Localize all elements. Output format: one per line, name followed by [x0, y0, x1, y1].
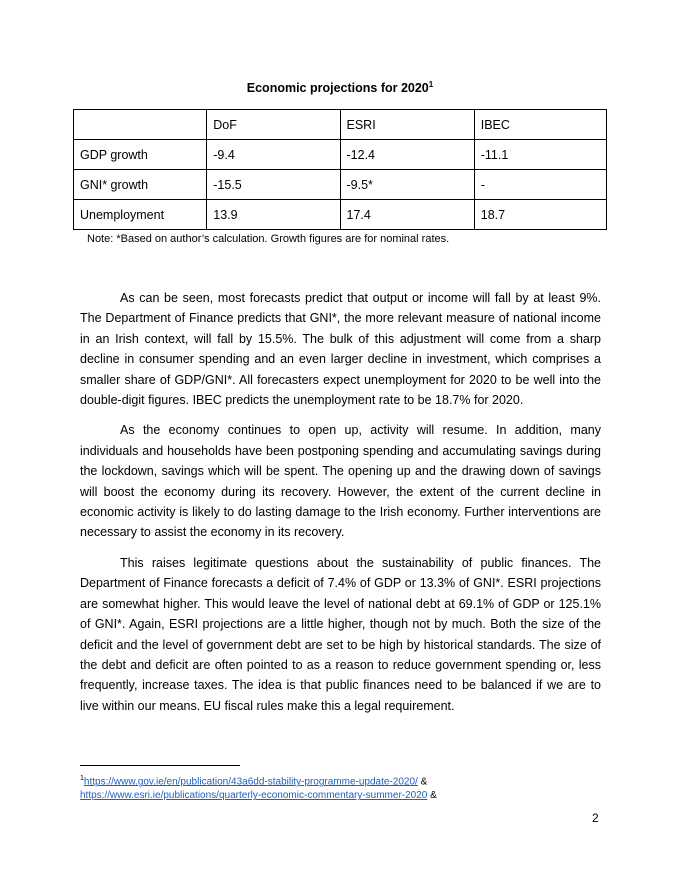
- table-cell: 17.4: [340, 200, 474, 230]
- table-cell: -12.4: [340, 140, 474, 170]
- table-title: [0, 80, 680, 95]
- table-note: Note: *Based on author’s calculation. Growth figures are for nominal rates.: [87, 233, 450, 245]
- table-cell: 18.7: [474, 200, 606, 230]
- table-cell: -9.4: [207, 140, 340, 170]
- paragraph: As the economy continues to open up, activity will resume. In addition, many individuals and households have been postponing spending and accumulating savings during the lockdown, savings which will be spent. The opening up and the drawing down of savings will boost the economy during its recovery. However, the extent of the current decline in economic activity is likely to do lasting damage to the Irish economy. Further interventions are necessary to assist the economy in its recovery.: [80, 423, 601, 540]
- footnote-separator: [80, 765, 240, 766]
- table-cell: -9.5*: [340, 170, 474, 200]
- table-row: [74, 200, 607, 230]
- footnote: [80, 772, 610, 803]
- footnote-line-1: [80, 772, 610, 789]
- table-cell: -: [474, 170, 606, 200]
- row-label: GDP growth: [74, 140, 207, 170]
- header-cell-esri: ESRI: [340, 110, 474, 140]
- paragraph: This raises legitimate questions about the sustainability of public finances. The Department of Finance forecasts a deficit of 7.4% of GDP or 13.3% of GNI*. ESRI projections are somewhat higher. This would leave the level of national debt at 69.1% of GDP or 125.1% of GNI*. Again, ESRI projections are a little higher, though not by much. Both the size of the deficit and the level of government debt are set to be high by historical standards. The size of the debt and deficit are often pointed to as a reason to reduce government spending or, less frequently, increase taxes. The idea is that public finances need to be balanced if we are to live within our means. EU fiscal rules make this a legal requirement.: [80, 555, 601, 713]
- projections-table: [73, 109, 607, 230]
- row-label: GNI* growth: [74, 170, 207, 200]
- footnote-separator-text: &: [427, 790, 437, 802]
- table-cell: -11.1: [474, 140, 606, 170]
- table-title-text: Economic projections for 2020: [246, 81, 429, 96]
- paragraph: As can be seen, most forecasts predict that output or income will fall by at least 9%. The Department of Finance predicts that GNI*, the more relevant measure of national income in an Irish context, will fall by 15.5%. The bulk of this adjustment will come from a sharp decline in consumer spending and an even larger decline in investment, which comprises a smaller share of GDP/GNI*. All forecasters expect unemployment for 2020 to be well into the double-digit figures. IBEC predicts the unemployment rate to be 18.7% for 2020.: [80, 291, 601, 408]
- footnote-link-gov[interactable]: https://www.gov.ie/en/publication/43a6dd-stability-programme-update-2020/: [83, 776, 418, 788]
- page-number: 2: [592, 811, 599, 825]
- footnote-ref[interactable]: 1: [428, 80, 434, 89]
- table-row: [74, 170, 607, 200]
- footnote-separator-text: &: [417, 776, 428, 788]
- table-cell: -15.5: [207, 170, 340, 200]
- row-label: Unemployment: [74, 200, 207, 230]
- header-cell-empty: [74, 110, 207, 140]
- table-header-row: [74, 110, 607, 140]
- footnote-line-2: [80, 789, 610, 803]
- header-cell-dof: DoF: [207, 110, 340, 140]
- footnote-link-esri[interactable]: https://www.esri.ie/publications/quarterly-economic-commentary-summer-2020: [80, 790, 428, 802]
- header-cell-ibec: IBEC: [474, 110, 606, 140]
- table-row: [74, 140, 607, 170]
- table-cell: 13.9: [207, 200, 340, 230]
- body-text: [80, 288, 601, 726]
- footnote-marker: 1: [80, 775, 84, 782]
